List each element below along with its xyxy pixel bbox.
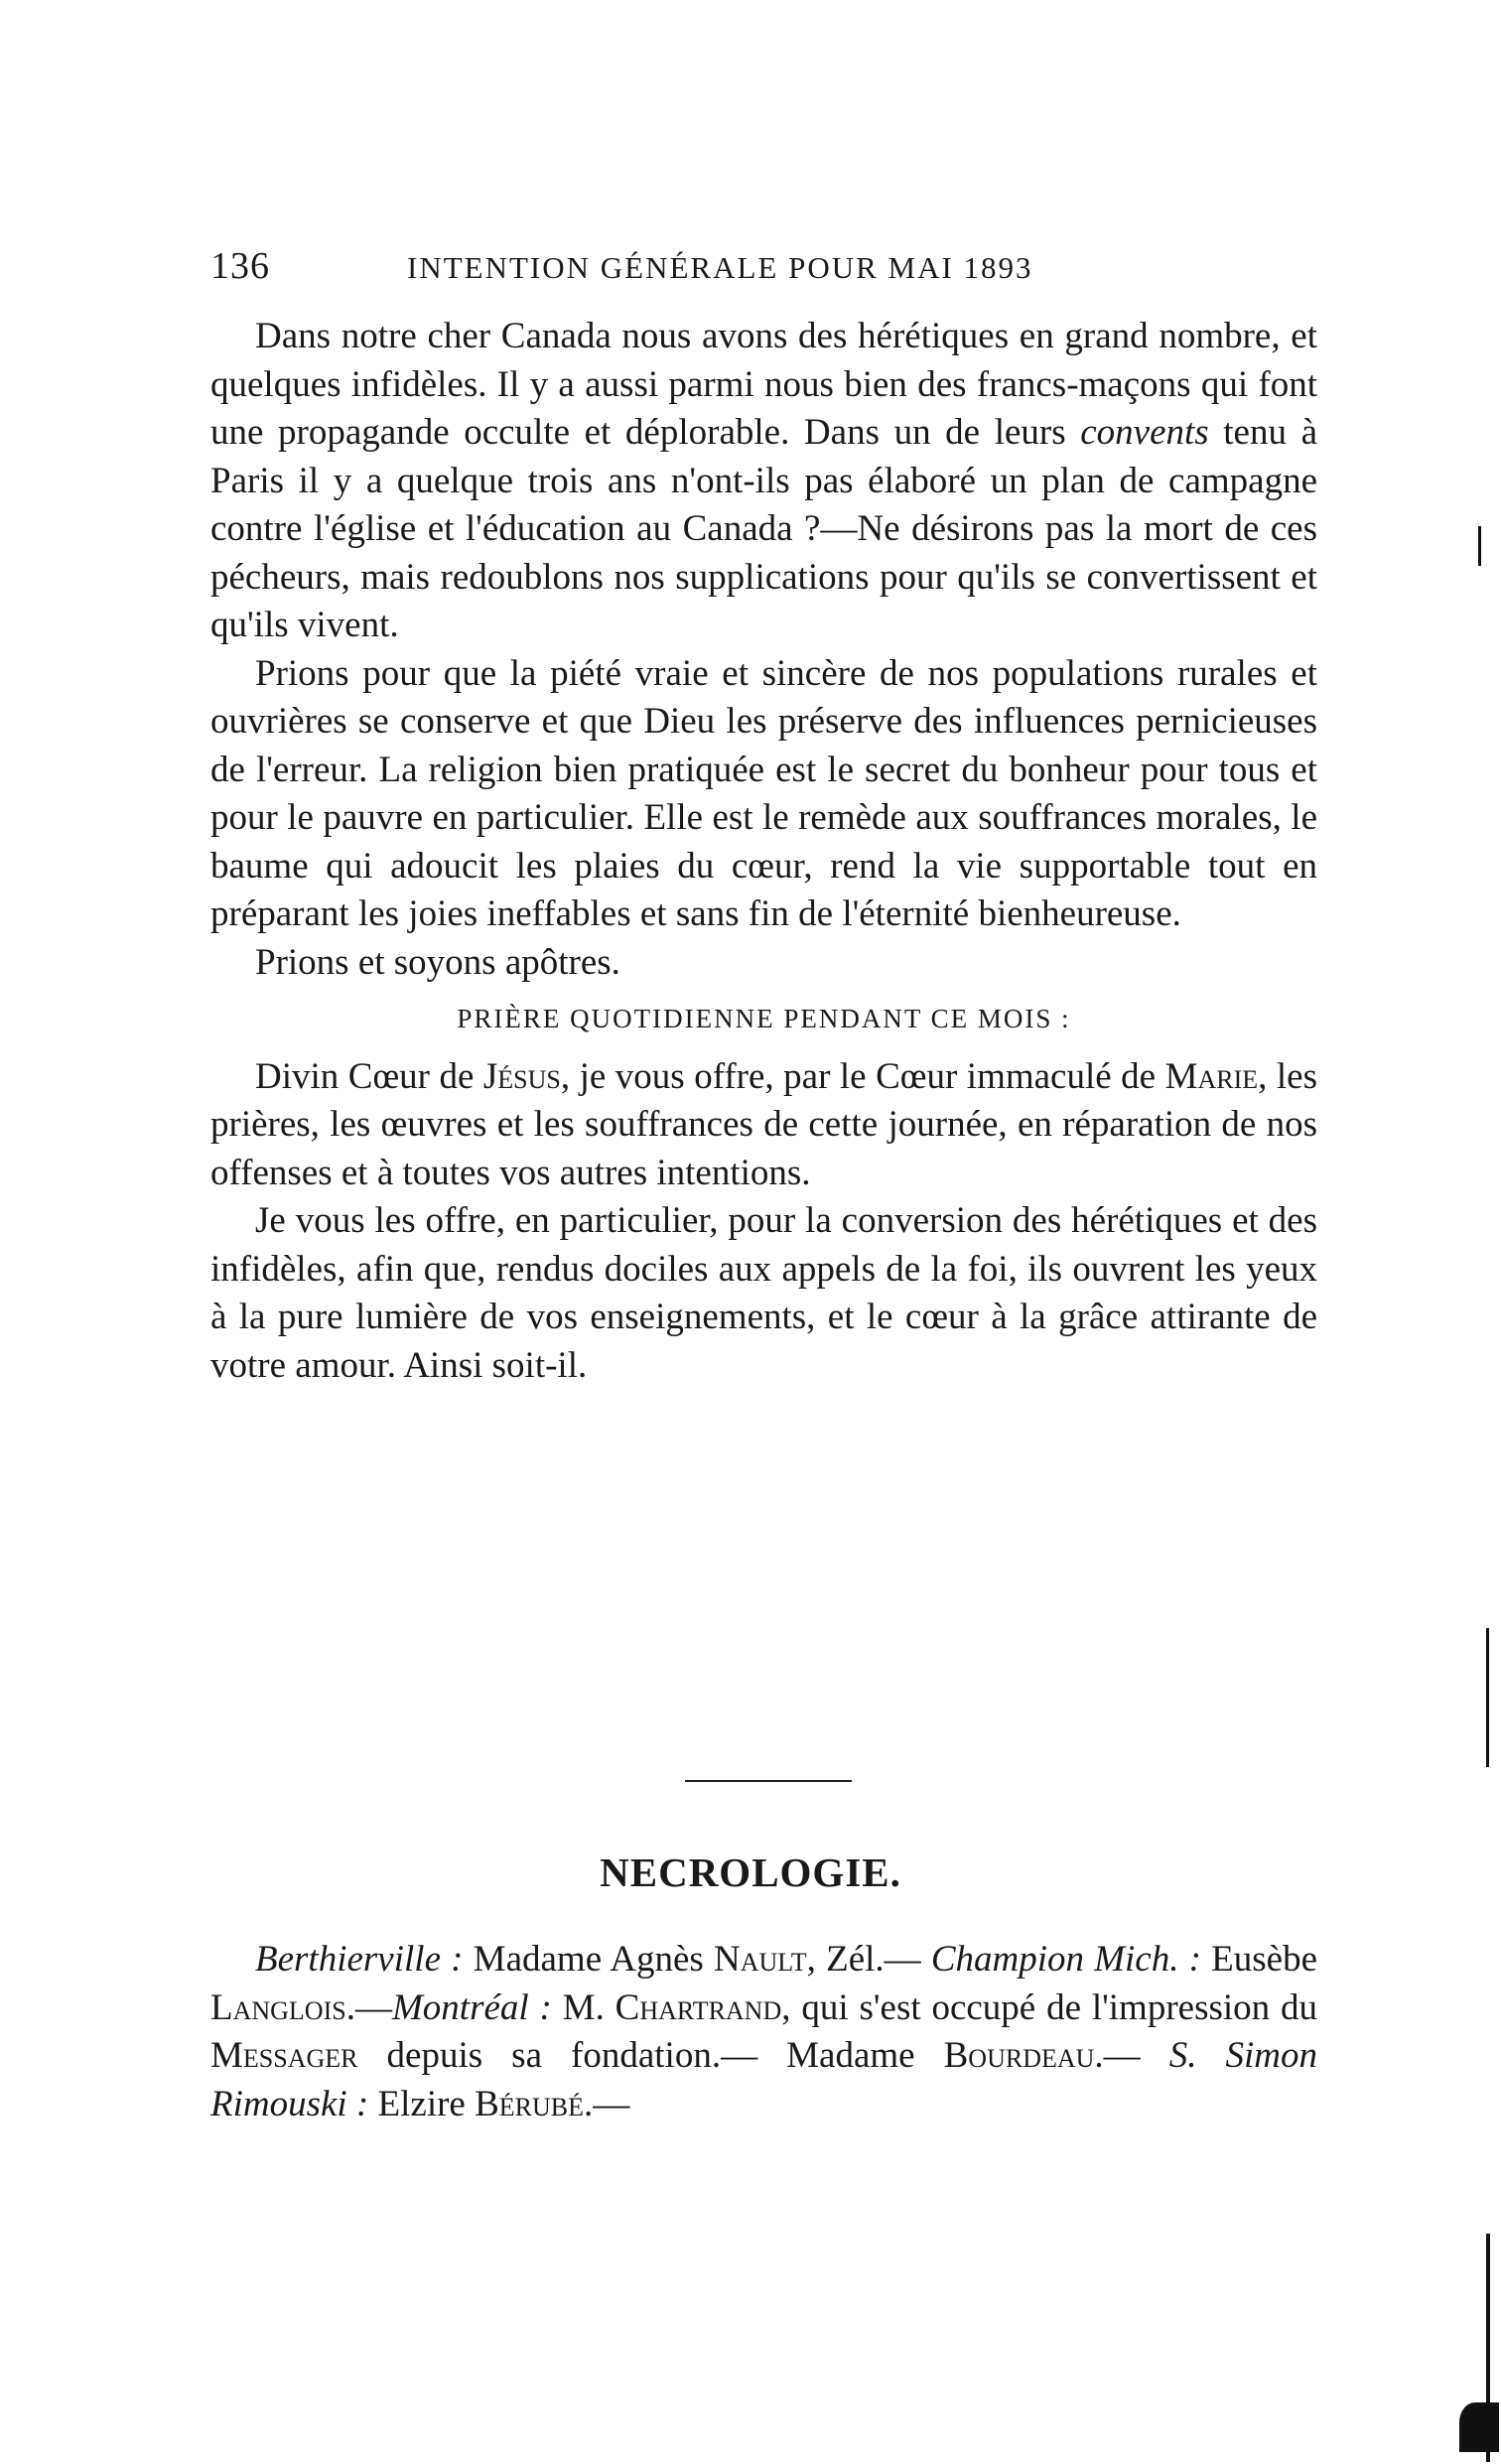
scan-edge-mark [1459, 2402, 1499, 2452]
italic-word: convents [1080, 412, 1209, 453]
necrology-paragraph: Berthierville : Madame Agnès Nault, Zél.— Champion Mich. : Eusèbe Langlois.—Montréal : M. Chartrand, qui s'est occupé de l'impression du Messager depuis sa fondation.— Madame Bourdeau.— S. Simon Rimouski : Elzire Bérubé.— [210, 1939, 1318, 2124]
paragraph: Prions et soyons apôtres. [255, 941, 620, 983]
paragraph: Dans notre cher Canada nous avons des hérétiques en grand nombre, et quelques infidèles. Il y a aussi parmi nous bien des francs-maçons qui font une propagande occulte et déplorable. Dans un de leurs convents tenu à Paris il y a quelque trois ans n'ont-ils pas élaboré un plan de campagne contre l'église et l'éducation au Canada ?—Ne désirons pas la mort de ces pécheurs, mais redoublons nos supplications pour qu'ils se convertissent et qu'ils vivent. [210, 316, 1317, 645]
scan-edge-mark [1486, 1628, 1489, 1767]
section-divider [685, 1780, 852, 1782]
scan-edge-mark [1478, 526, 1481, 566]
prayer-heading: PRIÈRE QUOTIDIENNE PENDANT CE MOIS : [457, 1004, 1071, 1033]
necrology-title: NECROLOGIE. [600, 1849, 901, 1895]
running-title: INTENTION GÉNÉRALE POUR MAI 1893 [407, 250, 1033, 285]
paragraph: Prions pour que la piété vraie et sincère de nos populations rurales et ouvrières se conserve et que Dieu les préserve des influences pernicieuses de l'erreur. La religion bien pratiquée est le secret du bonheur pour tous et pour le pauvre en particulier. Elle est le remède aux souffrances morales, le baume qui adoucit les plaies du cœur, rend la vie supportable tout en préparant les joies ineffables et sans fin de l'éternité bienheureuse. [210, 652, 1317, 934]
necrology-text [210, 1936, 1317, 2128]
main-text [210, 313, 1317, 1390]
prayer-paragraph: Je vous les offre, en particulier, pour la conversion des hérétiques et des infidèles, afin que, rendus dociles aux appels de la foi, ils ouvrent les yeux à la pure lumière de vos enseignements, et le cœur à la grâce attirante de votre amour. Ainsi soit-il. [210, 1200, 1317, 1386]
prayer-text [210, 1053, 1317, 1391]
page-number: 136 [210, 245, 270, 287]
prayer-paragraph: Divin Cœur de Jésus, je vous offre, par le Cœur immaculé de Marie, les prières, les œuvres et les souffrances de cette journée, en réparation de nos offenses et à toutes vos autres intentions. [210, 1055, 1317, 1193]
